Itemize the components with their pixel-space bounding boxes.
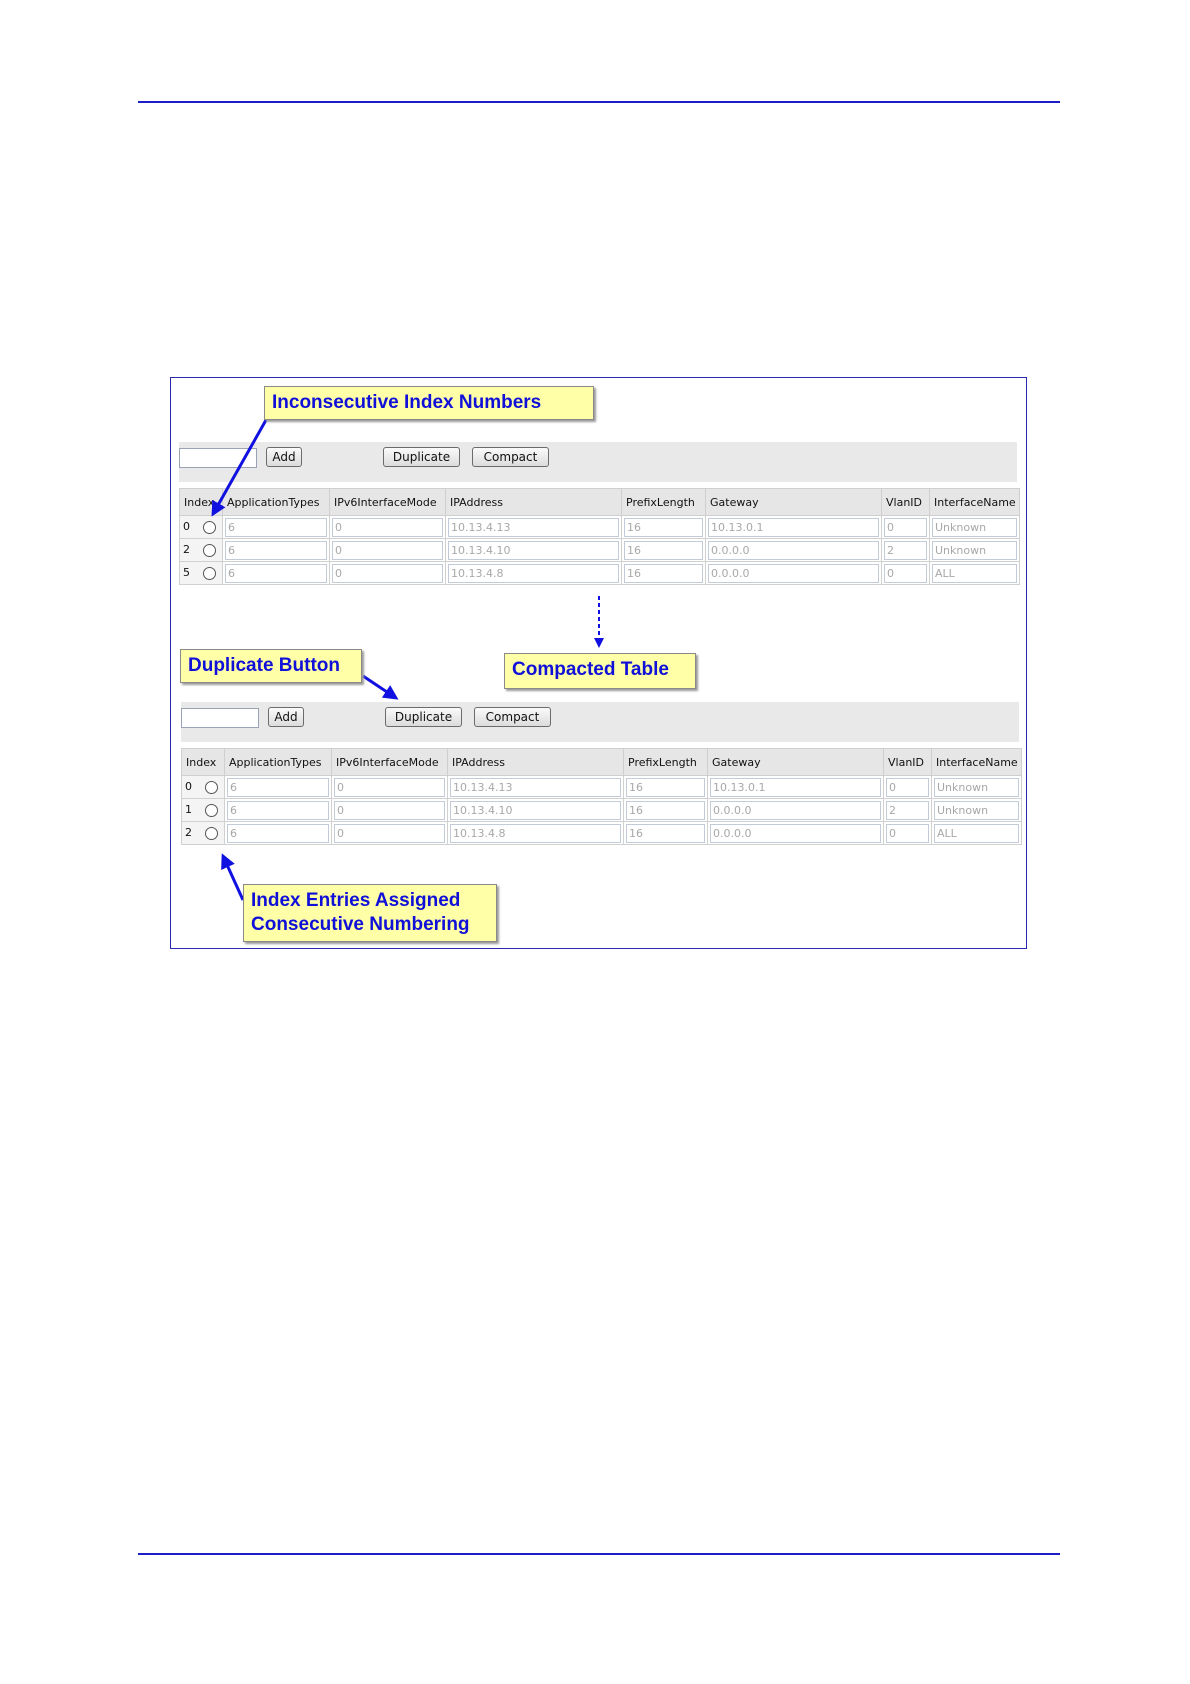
index-entries-arrow bbox=[223, 856, 243, 900]
ip-address-field[interactable]: 10.13.4.8 bbox=[450, 824, 621, 843]
gateway-field[interactable]: 0.0.0.0 bbox=[710, 824, 881, 843]
interface-name-field[interactable]: ALL bbox=[934, 824, 1019, 843]
application-types-field[interactable]: 6 bbox=[225, 541, 327, 560]
duplicate-button-arrow bbox=[363, 676, 396, 698]
ipv6-mode-field[interactable]: 0 bbox=[334, 824, 445, 843]
callout-duplicate-button: Duplicate Button bbox=[180, 649, 362, 683]
prefix-length-field[interactable]: 16 bbox=[624, 564, 703, 583]
ipv6-mode-field[interactable]: 0 bbox=[332, 541, 443, 560]
prefix-length-field[interactable]: 16 bbox=[626, 778, 705, 797]
interface-name-field[interactable]: Unknown bbox=[934, 778, 1019, 797]
col-ip-address: IPAddress bbox=[448, 749, 624, 776]
ip-address-field[interactable]: 10.13.4.10 bbox=[448, 541, 619, 560]
gateway-field[interactable]: 0.0.0.0 bbox=[708, 541, 879, 560]
callout-index-entries-line2: Consecutive Numbering bbox=[251, 914, 470, 935]
vlan-id-field[interactable]: 2 bbox=[884, 541, 927, 560]
col-application-types: ApplicationTypes bbox=[225, 749, 332, 776]
callout-inconsecutive-index: Inconsecutive Index Numbers bbox=[264, 386, 594, 420]
duplicate-button[interactable]: Duplicate bbox=[383, 447, 460, 467]
inconsecutive-arrow bbox=[213, 420, 266, 514]
ipv6-mode-field[interactable]: 0 bbox=[334, 801, 445, 820]
col-ip-address: IPAddress bbox=[446, 489, 622, 516]
header-rule bbox=[138, 101, 1060, 103]
index-value: 1 bbox=[185, 803, 192, 817]
callout-compacted-table: Compacted Table bbox=[504, 653, 696, 689]
prefix-length-field[interactable]: 16 bbox=[626, 801, 705, 820]
interface-name-field[interactable]: Unknown bbox=[934, 801, 1019, 820]
ipv6-mode-field[interactable]: 0 bbox=[332, 518, 443, 537]
vlan-id-field[interactable]: 0 bbox=[886, 824, 929, 843]
col-index: Index bbox=[180, 489, 223, 516]
gateway-field[interactable]: 0.0.0.0 bbox=[708, 564, 879, 583]
callout-index-entries bbox=[243, 884, 497, 942]
interface-name-field[interactable]: Unknown bbox=[932, 541, 1017, 560]
col-ipv6-interface-mode: IPv6InterfaceMode bbox=[332, 749, 448, 776]
index-value: 2 bbox=[183, 543, 190, 557]
col-interface-name: InterfaceName bbox=[932, 749, 1022, 776]
ip-address-field[interactable]: 10.13.4.13 bbox=[448, 518, 619, 537]
gateway-field[interactable]: 0.0.0.0 bbox=[710, 801, 881, 820]
gateway-field[interactable]: 10.13.0.1 bbox=[710, 778, 881, 797]
application-types-field[interactable]: 6 bbox=[227, 824, 329, 843]
figure-frame bbox=[170, 377, 1027, 949]
vlan-id-field[interactable]: 2 bbox=[886, 801, 929, 820]
col-application-types: ApplicationTypes bbox=[223, 489, 330, 516]
col-gateway: Gateway bbox=[706, 489, 882, 516]
interface-name-field[interactable]: ALL bbox=[932, 564, 1017, 583]
prefix-length-field[interactable]: 16 bbox=[624, 541, 703, 560]
add-button[interactable]: Add bbox=[268, 707, 304, 727]
callout-index-entries-line1: Index Entries Assigned bbox=[251, 890, 461, 911]
ip-address-field[interactable]: 10.13.4.13 bbox=[450, 778, 621, 797]
compact-button[interactable]: Compact bbox=[472, 447, 549, 467]
ip-address-field[interactable]: 10.13.4.8 bbox=[448, 564, 619, 583]
index-value: 5 bbox=[183, 566, 190, 580]
ip-address-field[interactable]: 10.13.4.10 bbox=[450, 801, 621, 820]
application-types-field[interactable]: 6 bbox=[225, 518, 327, 537]
index-value: 2 bbox=[185, 826, 192, 840]
ipv6-mode-field[interactable]: 0 bbox=[332, 564, 443, 583]
compact-button[interactable]: Compact bbox=[474, 707, 551, 727]
add-button[interactable]: Add bbox=[266, 447, 302, 467]
prefix-length-field[interactable]: 16 bbox=[626, 824, 705, 843]
vlan-id-field[interactable]: 0 bbox=[884, 518, 927, 537]
ipv6-mode-field[interactable]: 0 bbox=[334, 778, 445, 797]
col-prefix-length: PrefixLength bbox=[622, 489, 706, 516]
col-gateway: Gateway bbox=[708, 749, 884, 776]
gateway-field[interactable]: 10.13.0.1 bbox=[708, 518, 879, 537]
footer-rule bbox=[138, 1553, 1060, 1555]
application-types-field[interactable]: 6 bbox=[225, 564, 327, 583]
vlan-id-field[interactable]: 0 bbox=[884, 564, 927, 583]
col-prefix-length: PrefixLength bbox=[624, 749, 708, 776]
interface-name-field[interactable]: Unknown bbox=[932, 518, 1017, 537]
col-vlan-id: VlanID bbox=[882, 489, 930, 516]
col-ipv6-interface-mode: IPv6InterfaceMode bbox=[330, 489, 446, 516]
prefix-length-field[interactable]: 16 bbox=[624, 518, 703, 537]
col-index: Index bbox=[182, 749, 225, 776]
col-interface-name: InterfaceName bbox=[930, 489, 1020, 516]
application-types-field[interactable]: 6 bbox=[227, 778, 329, 797]
col-vlan-id: VlanID bbox=[884, 749, 932, 776]
index-value: 0 bbox=[185, 780, 192, 794]
duplicate-button[interactable]: Duplicate bbox=[385, 707, 462, 727]
application-types-field[interactable]: 6 bbox=[227, 801, 329, 820]
vlan-id-field[interactable]: 0 bbox=[886, 778, 929, 797]
index-value: 0 bbox=[183, 520, 190, 534]
